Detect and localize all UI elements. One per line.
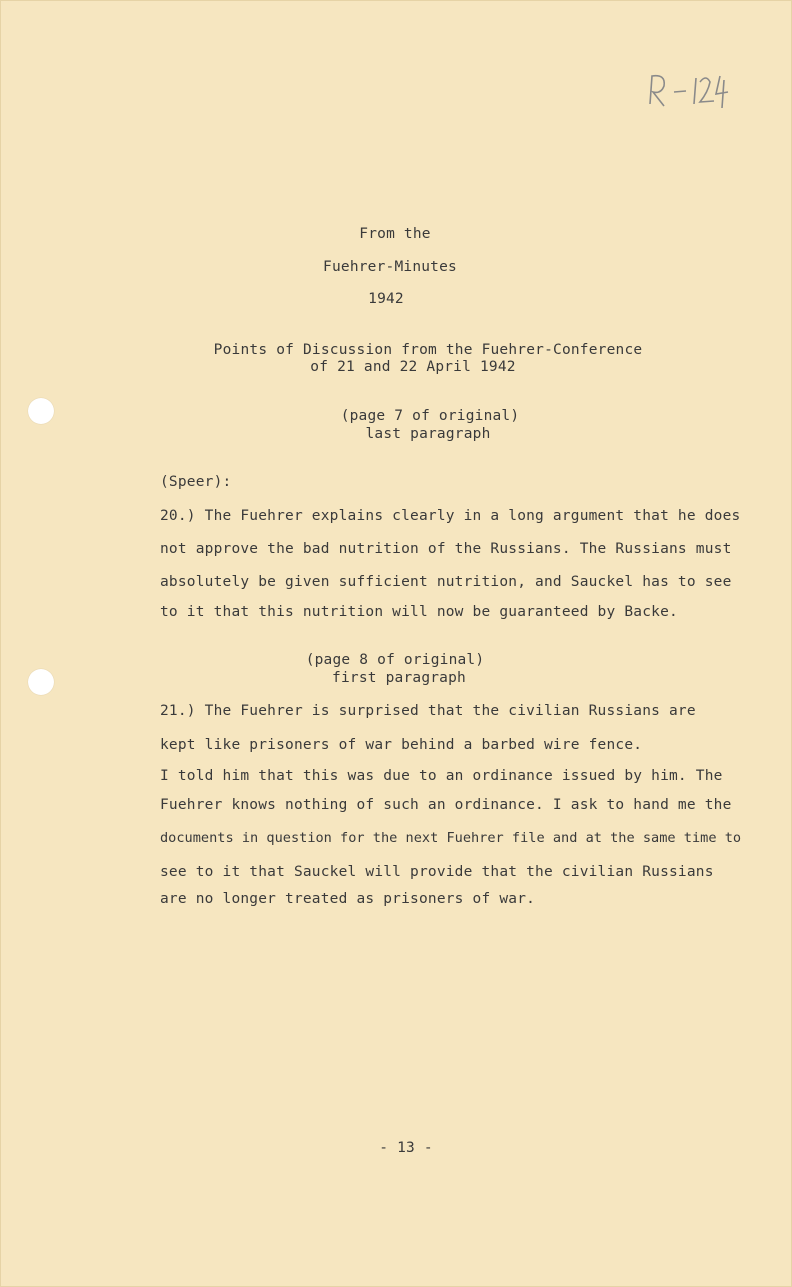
header-line: Fuehrer-Minutes <box>323 259 457 275</box>
paragraph-line: I told him that this was due to an ordinance issued by him. The <box>160 768 723 784</box>
header-year: 1942 <box>368 291 404 307</box>
paragraph-reference: last paragraph <box>365 426 491 442</box>
paragraph-line: kept like prisoners of war behind a barbed wire fence. <box>160 737 643 753</box>
paragraph-line: 21.) The Fuehrer is surprised that the civilian Russians are <box>160 703 696 719</box>
paragraph-line: see to it that Sauckel will provide that the civilian Russians <box>160 864 714 880</box>
paragraph-line: absolutely be given sufficient nutrition, and Sauckel has to see <box>160 574 732 590</box>
title-line: of 21 and 22 April 1942 <box>310 359 516 375</box>
paragraph-line: Fuehrer knows nothing of such an ordinance. I ask to hand me the <box>160 797 732 813</box>
paragraph-line: documents in question for the next Fuehrer file and at the same time to <box>160 830 742 846</box>
punch-hole <box>28 398 54 424</box>
paragraph-line: 20.) The Fuehrer explains clearly in a long argument that he does <box>160 508 741 524</box>
paragraph-line: are no longer treated as prisoners of war. <box>160 891 536 907</box>
paragraph-line: to it that this nutrition will now be guaranteed by Backe. <box>160 604 678 620</box>
speaker-label: (Speer): <box>160 474 232 490</box>
punch-hole <box>28 669 54 695</box>
title-line: Points of Discussion from the Fuehrer-Conference <box>213 342 643 358</box>
paragraph-reference: first paragraph <box>332 670 466 686</box>
page-reference: (page 8 of original) <box>305 652 485 668</box>
page-number: - 13 - <box>379 1140 433 1156</box>
header-line: From the <box>359 226 431 242</box>
page-reference: (page 7 of original) <box>340 408 520 424</box>
paragraph-line: not approve the bad nutrition of the Russians. The Russians must <box>160 541 732 557</box>
handwritten-reference-mark <box>644 70 730 110</box>
